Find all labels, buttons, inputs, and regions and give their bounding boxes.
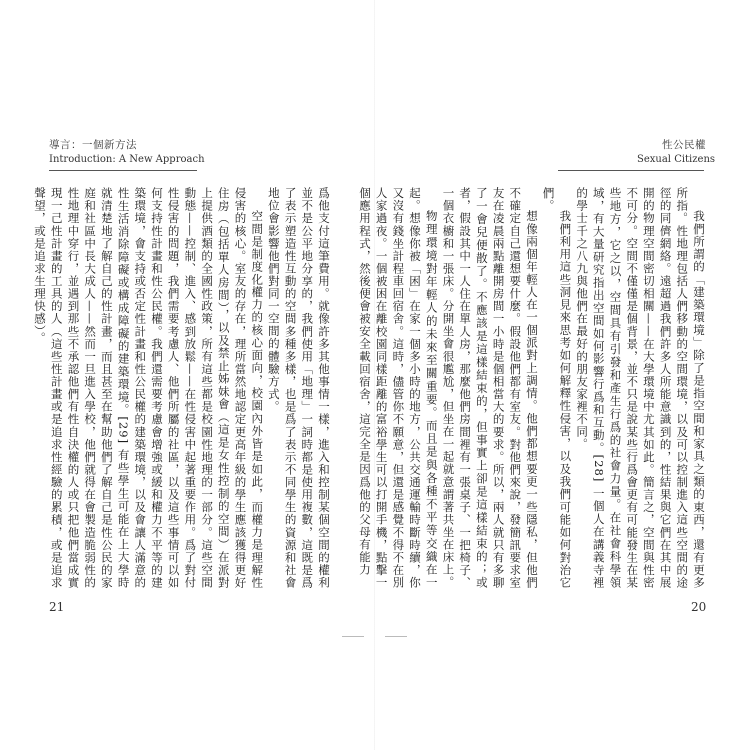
page-number: 21 bbox=[49, 600, 65, 614]
right-page bbox=[357, 0, 750, 750]
body-text bbox=[357, 187, 707, 589]
body-text bbox=[33, 187, 332, 589]
paragraph: 物理環境對年輕人的未來至關重要。而且是與各種不平等交織在一起。想像你被「困」在家一個多小時的地方，公共交通運輸時斷時續，你又沒有錢坐計程車回宿舍。這時，儘管你不願意，但還是感覺不得不在別人家過夜。一個被困在離校園同樣距離的富裕學生可以打開手機，點擊一個應用程式，然後便會被安全載回宿舍，這完全是因爲他的父母有能力 bbox=[357, 187, 439, 589]
paragraph: 想像兩個年輕人在一個派對上調情。他們都想要更一些隱私，但他們不確定自己還想要什麼。假設他們都有室友。對他們來說，發簡訊要求室友在凌晨兩點離開房間一小時是個相當大的要求。所以，兩人就只有多聊了一會兒便散了。不應該是這樣結束的，但事實上卻是這樣結束的；或者，假設其中一人住在單人房，那麼他們房間裡有一張桌子、一把椅子、一個衣櫥和一張床。分開坐會很尷尬，但坐在一起就意謂著共坐在床上。 bbox=[441, 187, 539, 589]
header-rule bbox=[558, 170, 704, 171]
running-head-english: Introduction: A New Approach bbox=[49, 154, 205, 165]
paragraph: 空間是制度化權力的核心面向，校園內外皆是如此，而權力是理解性侵害的核心。室友的存在，理所當然地認定更高年級的學生應該獲得更好住房（包括單人房間），以及禁止姊妹會（這是女性控制的空間）在派對上提供酒類的全國性政策，所有這些都是校園性地理的一部分。這些空間動態——控制、進入、感到放鬆——在性侵害中起著重要作用。爲了對付性侵害的問題，我們需要考慮人、他們所屬的社區，以及這些事情可以如何支持性計畫和性公民權。我們還需要考慮會增強或緩和權力不平等的建築環境，會支持或否定性計畫和性公民權的建築環境，以及會讓人滿意的性生活消除障礙或構成障礙的建築環境。[29] 有些學生可能在上大學時就清楚地了解自己的性計畫，而且甚至在幫助他們了解自己是性公民的家庭和社區中長大成人——然而一旦進入學校，他們就得在會製造脆弱性的性地理中穿行，並遇到那些不承認他們有性自決權的人或只把他們當成實現一己性計畫的工具的人（這些性計畫或是追求性經驗的累積，或是追求聲望，或是追求生理快感）。 bbox=[33, 187, 265, 589]
paragraph: 爲他支付這筆費用。就像許多其他事情一樣，進入和控制某個空間的權利並不是公平地分享的，我們使用「地理」一詞時都是使用複數，這既是爲了表示塑造性互動的空間多種多樣，也是爲了表示不同學生的資源和社會地位會影響他們對同一空間的體驗方式。 bbox=[266, 187, 331, 589]
running-head-chinese: 性公民權 bbox=[662, 139, 706, 151]
page-number: 20 bbox=[691, 600, 707, 614]
running-head-english: Sexual Citizens bbox=[637, 154, 716, 165]
crop-mark bbox=[385, 636, 407, 637]
paragraph: 我們利用這些洞見來思考如何解釋性侵害，以及我們可能如何對治它們。 bbox=[541, 187, 573, 589]
crop-mark bbox=[342, 636, 364, 637]
running-head-chinese: 導言：一個新方法 bbox=[49, 139, 137, 151]
header-rule bbox=[49, 170, 197, 171]
paragraph: 我們所謂的「建築環境」除了是指空間和家具之類的東西，還有更多所指。性地理包括人們移動的空間環境，以及可以控制進入這些空間的途徑的同儕網絡。遠超過我們許多人所能意識到的，性結果與它們在其中展開的物理空間密切相關——在大學環境中尤其如此。簡言之，空間與性密不可分。空間不僅僅是個背景，並不只是說某些行爲會更有可能發生在某些地方，它之以，空間具有引發和產生行爲的社會力量。在社會科學領域，有大量研究指出空間如何影響行爲和互動。[28] 一個人在講義寺裡的學士千之八九與他們在最好的朋友家裡不同。 bbox=[575, 187, 706, 589]
